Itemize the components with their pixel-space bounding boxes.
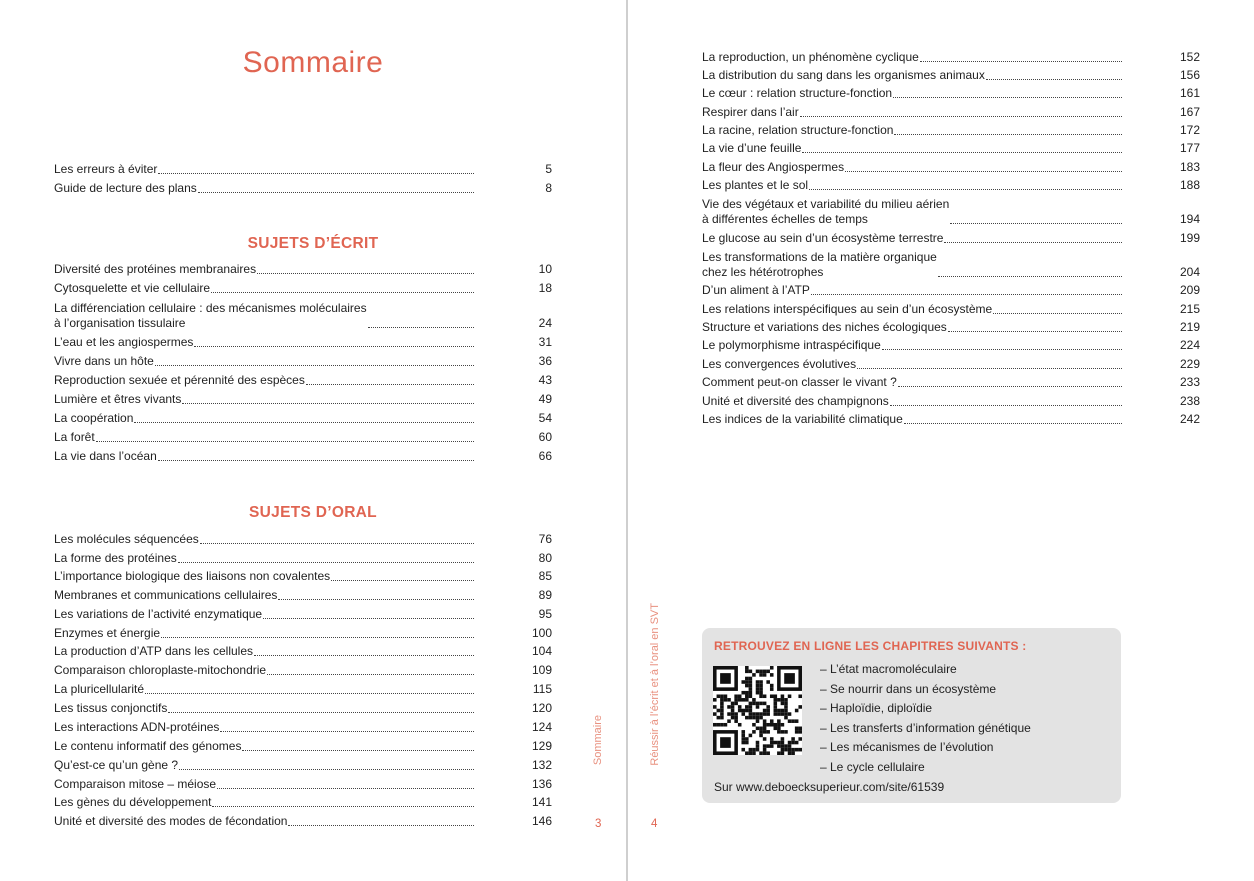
online-chapter-list (820, 660, 1031, 777)
toc-entry-title: La production d’ATP dans les cellules (54, 644, 254, 658)
toc-entry (54, 430, 552, 445)
toc-entry-title: Les interactions ADN-protéines (54, 720, 220, 734)
toc-entry-page: 194 (1179, 212, 1200, 226)
toc-entry (702, 105, 1200, 120)
toc-entry (702, 375, 1200, 390)
toc-entry-title: Les convergences évolutives (702, 357, 857, 371)
toc-entry-page: 76 (538, 532, 552, 546)
toc-entry-page: 233 (1179, 375, 1200, 389)
toc-entry (702, 160, 1200, 175)
toc-entry-title: La coopération (54, 411, 134, 425)
toc-entry-title: D’un aliment à l’ATP (702, 283, 810, 297)
online-chapters-title: RETROUVEZ EN LIGNE LES CHAPITRES SUIVANTS : (714, 639, 1027, 653)
toc-entry-title: Les variations de l’activité enzymatique (54, 607, 263, 621)
toc-entry (702, 50, 1200, 65)
toc-entry-title: La pluricellularité (54, 682, 145, 696)
toc-entry (702, 249, 1200, 280)
toc-entry-title: Membranes et communications cellulaires (54, 588, 278, 602)
toc-entry-page: 80 (538, 551, 552, 565)
toc-entry-page: 156 (1179, 68, 1200, 82)
toc-entry-page: 100 (531, 626, 552, 640)
dot-leader (254, 655, 474, 656)
right-page (628, 0, 1254, 881)
toc-entry-title: L’eau et les angiospermes (54, 335, 194, 349)
toc-entry (702, 196, 1200, 227)
dot-leader (890, 405, 1122, 406)
toc-entry (54, 682, 552, 697)
toc-entry-page: 215 (1179, 302, 1200, 316)
toc-entry (54, 162, 552, 177)
toc-entry-title: Guide de lecture des plans (54, 181, 197, 195)
dot-leader (267, 674, 474, 675)
toc-entry-page: 204 (1179, 265, 1200, 279)
toc-entry-title: Les indices de la variabilité climatique (702, 412, 903, 426)
dot-leader (944, 242, 1122, 243)
toc-entry-page: 141 (531, 795, 552, 809)
toc-entry (54, 644, 552, 659)
toc-entry (702, 357, 1200, 372)
toc-entry (54, 777, 552, 792)
toc-entry (702, 302, 1200, 317)
toc-entry-page: 109 (531, 663, 552, 677)
toc-entry-title: Les gènes du développement (54, 795, 212, 809)
toc-entry-title: Comparaison mitose – méiose (54, 777, 217, 791)
toc-entry-page: 152 (1179, 50, 1200, 64)
dot-leader (145, 693, 474, 694)
dot-leader (993, 313, 1122, 314)
toc-entry (54, 720, 552, 735)
online-chapter-item: – Les transferts d’information génétique (820, 720, 1031, 735)
toc-entry-title: La forêt (54, 430, 95, 444)
dot-leader (802, 152, 1122, 153)
dot-leader (220, 731, 474, 732)
toc-entry-page: 10 (538, 262, 552, 276)
dot-leader (809, 189, 1122, 190)
toc-entry-title: Cytosquelette et vie cellulaire (54, 281, 211, 295)
dot-leader (288, 825, 474, 826)
left-page (0, 0, 626, 881)
toc-entry-page: 24 (538, 316, 552, 330)
toc-entry-title: Reproduction sexuée et pérennité des espèces (54, 373, 305, 387)
toc-entry-title: Les erreurs à éviter (54, 162, 158, 176)
toc-entry (54, 281, 552, 296)
toc-entry-title: La vie d’une feuille (702, 141, 802, 155)
toc-entry-page: 167 (1179, 105, 1200, 119)
dot-leader (904, 423, 1122, 424)
toc-entry-page: 124 (531, 720, 552, 734)
dot-leader (857, 368, 1122, 369)
toc-entry-page: 8 (545, 181, 552, 195)
toc-entry (702, 283, 1200, 298)
online-chapter-item: – Le cycle cellulaire (820, 759, 925, 774)
toc-entry-title: Qu’est-ce qu’un gène ? (54, 758, 179, 772)
toc-entry-page: 224 (1179, 338, 1200, 352)
dot-leader (800, 116, 1122, 117)
toc-entry (702, 394, 1200, 409)
toc-entry (54, 758, 552, 773)
toc-entry (702, 338, 1200, 353)
toc-entry (54, 795, 552, 810)
dot-leader (96, 441, 474, 442)
qr-code-icon (713, 666, 802, 755)
dot-leader (263, 618, 474, 619)
toc-entry (702, 412, 1200, 427)
toc-entry (54, 607, 552, 622)
toc-entry-page: 183 (1179, 160, 1200, 174)
toc-entry-title: Enzymes et énergie (54, 626, 161, 640)
dot-leader (920, 61, 1122, 62)
toc-entry-page: 104 (531, 644, 552, 658)
dot-leader (845, 171, 1122, 172)
toc-entry-title: Structure et variations des niches écologiques (702, 320, 947, 334)
toc-entry (54, 449, 552, 464)
dot-leader (198, 192, 474, 193)
dot-leader (893, 97, 1122, 98)
toc-entry (54, 739, 552, 754)
dot-leader (306, 384, 474, 385)
toc-entry-title: Diversité des protéines membranaires (54, 262, 257, 276)
toc-entry (702, 141, 1200, 156)
toc-entry-title: Respirer dans l’air (702, 105, 799, 119)
toc-entry-title: Les transformations de la matière organique chez les hétérotrophes (702, 250, 937, 279)
dot-leader (950, 223, 1122, 224)
toc-entry (54, 814, 552, 829)
page-title: Sommaire (242, 46, 384, 79)
dot-leader (278, 599, 474, 600)
toc-entry-title: Comparaison chloroplaste-mitochondrie (54, 663, 267, 677)
dot-leader (158, 173, 474, 174)
dot-leader (211, 292, 474, 293)
toc-entry-page: 146 (531, 814, 552, 828)
section-heading-oral: SUJETS D’ORAL (249, 504, 377, 521)
toc-entry-page: 229 (1179, 357, 1200, 371)
dot-leader (948, 331, 1122, 332)
toc-entry (54, 262, 552, 277)
toc-entry (54, 354, 552, 369)
toc-entry-page: 18 (538, 281, 552, 295)
dot-leader (242, 750, 474, 751)
toc-entry-title: Les tissus conjonctifs (54, 701, 168, 715)
dot-leader (179, 769, 474, 770)
running-head-book-title: Réussir à l’écrit et à l’oral en SVT (649, 603, 661, 766)
toc-entry-page: 5 (545, 162, 552, 176)
toc-entry (702, 320, 1200, 335)
toc-entry (54, 335, 552, 350)
toc-entry-page: 199 (1179, 231, 1200, 245)
page-number: 4 (651, 818, 658, 830)
page-number: 3 (595, 818, 602, 830)
online-chapters-box (702, 628, 1121, 803)
toc-entry (54, 411, 552, 426)
dot-leader (200, 543, 474, 544)
toc-entry-page: 132 (531, 758, 552, 772)
toc-entry (702, 178, 1200, 193)
online-chapter-item: – L’état macromoléculaire (820, 662, 957, 676)
toc-entry-title: Vie des végétaux et variabilité du milieu aérien à différentes échelles de temps (702, 197, 950, 226)
dot-leader (194, 346, 474, 347)
toc-entry-page: 49 (538, 392, 552, 406)
dot-leader (938, 276, 1122, 277)
dot-leader (882, 349, 1122, 350)
toc-entry-title: Unité et diversité des modes de fécondation (54, 814, 288, 828)
toc-entry (54, 626, 552, 641)
toc-entry-title: La reproduction, un phénomène cyclique (702, 50, 919, 64)
dot-leader (257, 273, 474, 274)
toc-entry-title: La distribution du sang dans les organismes animaux (702, 68, 985, 82)
toc-entry-title: Le cœur : relation structure-fonction (702, 86, 893, 100)
dot-leader (894, 134, 1122, 135)
toc-entry (702, 68, 1200, 83)
toc-entry-title: Unité et diversité des champignons (702, 394, 889, 408)
dot-leader (811, 294, 1122, 295)
toc-entry-title: Les molécules séquencées (54, 532, 199, 546)
dot-leader (898, 386, 1122, 387)
online-url[interactable]: Sur www.deboecksuperieur.com/site/61539 (714, 780, 945, 794)
toc-entry (702, 123, 1200, 138)
toc-entry-title: L’importance biologique des liaisons non covalentes (54, 569, 331, 583)
dot-leader (155, 365, 474, 366)
toc-entry-page: 172 (1179, 123, 1200, 137)
toc-entry-page: 85 (538, 569, 552, 583)
toc-entry-page: 129 (531, 739, 552, 753)
dot-leader (986, 79, 1122, 80)
dot-leader (217, 788, 474, 789)
toc-entry-page: 209 (1179, 283, 1200, 297)
dot-leader (182, 403, 474, 404)
running-head-sommaire: Sommaire (592, 715, 604, 766)
toc-entry-title: Le glucose au sein d’un écosystème terrestre (702, 231, 944, 245)
toc-entry-title: La vie dans l’océan (54, 449, 157, 463)
toc-entry-title: La forme des protéines (54, 551, 177, 565)
toc-entry-title: Lumière et êtres vivants (54, 392, 182, 406)
toc-entry-title: La fleur des Angiospermes (702, 160, 845, 174)
toc-entry-title: Le contenu informatif des génomes (54, 739, 242, 753)
toc-entry (54, 373, 552, 388)
dot-leader (168, 712, 474, 713)
toc-entry-page: 89 (538, 588, 552, 602)
toc-entry-page: 161 (1179, 86, 1200, 100)
toc-entry-page: 54 (538, 411, 552, 425)
toc-entry-page: 31 (538, 335, 552, 349)
section-heading-ecrit: SUJETS D’ÉCRIT (247, 235, 379, 252)
online-chapter-item: – Haploïdie, diploïdie (820, 701, 933, 715)
toc-entry (54, 569, 552, 584)
online-chapter-item: – Se nourrir dans un écosystème (820, 681, 997, 696)
toc-entry-page: 66 (538, 449, 552, 463)
dot-leader (158, 460, 474, 461)
toc-entry-page: 36 (538, 354, 552, 368)
toc-entry (54, 181, 552, 196)
online-chapter-item: – Les mécanismes de l’évolution (820, 740, 994, 754)
toc-entry (54, 551, 552, 566)
toc-entry-page: 188 (1179, 178, 1200, 192)
toc-entry (54, 701, 552, 716)
toc-entry-page: 136 (531, 777, 552, 791)
toc-entry-page: 238 (1179, 394, 1200, 408)
toc-entry-title: La différenciation cellulaire : des mécanismes moléculaires à l’organisation tissulaire (54, 301, 367, 330)
toc-entry-title: Vivre dans un hôte (54, 354, 154, 368)
dot-leader (178, 562, 474, 563)
toc-entry-title: Le polymorphisme intraspécifique (702, 338, 881, 352)
toc-entry (54, 532, 552, 547)
toc-entry-page: 242 (1179, 412, 1200, 426)
toc-entry-title: La racine, relation structure-fonction (702, 123, 894, 137)
toc-entry-page: 115 (532, 682, 552, 696)
toc-entry-page: 95 (538, 607, 552, 621)
toc-entry (702, 231, 1200, 246)
toc-entry (54, 392, 552, 407)
toc-entry-page: 219 (1179, 320, 1200, 334)
toc-entry (54, 663, 552, 678)
toc-entry-page: 43 (538, 373, 552, 387)
dot-leader (134, 422, 474, 423)
dot-leader (161, 637, 474, 638)
toc-entry (54, 588, 552, 603)
toc-entry-title: Comment peut-on classer le vivant ? (702, 375, 897, 389)
dot-leader (331, 580, 474, 581)
toc-entry-page: 177 (1179, 141, 1200, 155)
toc-entry (54, 300, 552, 331)
toc-entry-page: 60 (538, 430, 552, 444)
dot-leader (212, 806, 474, 807)
toc-entry (702, 86, 1200, 101)
toc-entry-title: Les plantes et le sol (702, 178, 809, 192)
toc-entry-title: Les relations interspécifiques au sein d’un écosystème (702, 302, 993, 316)
dot-leader (368, 327, 474, 328)
toc-entry-page: 120 (531, 701, 552, 715)
